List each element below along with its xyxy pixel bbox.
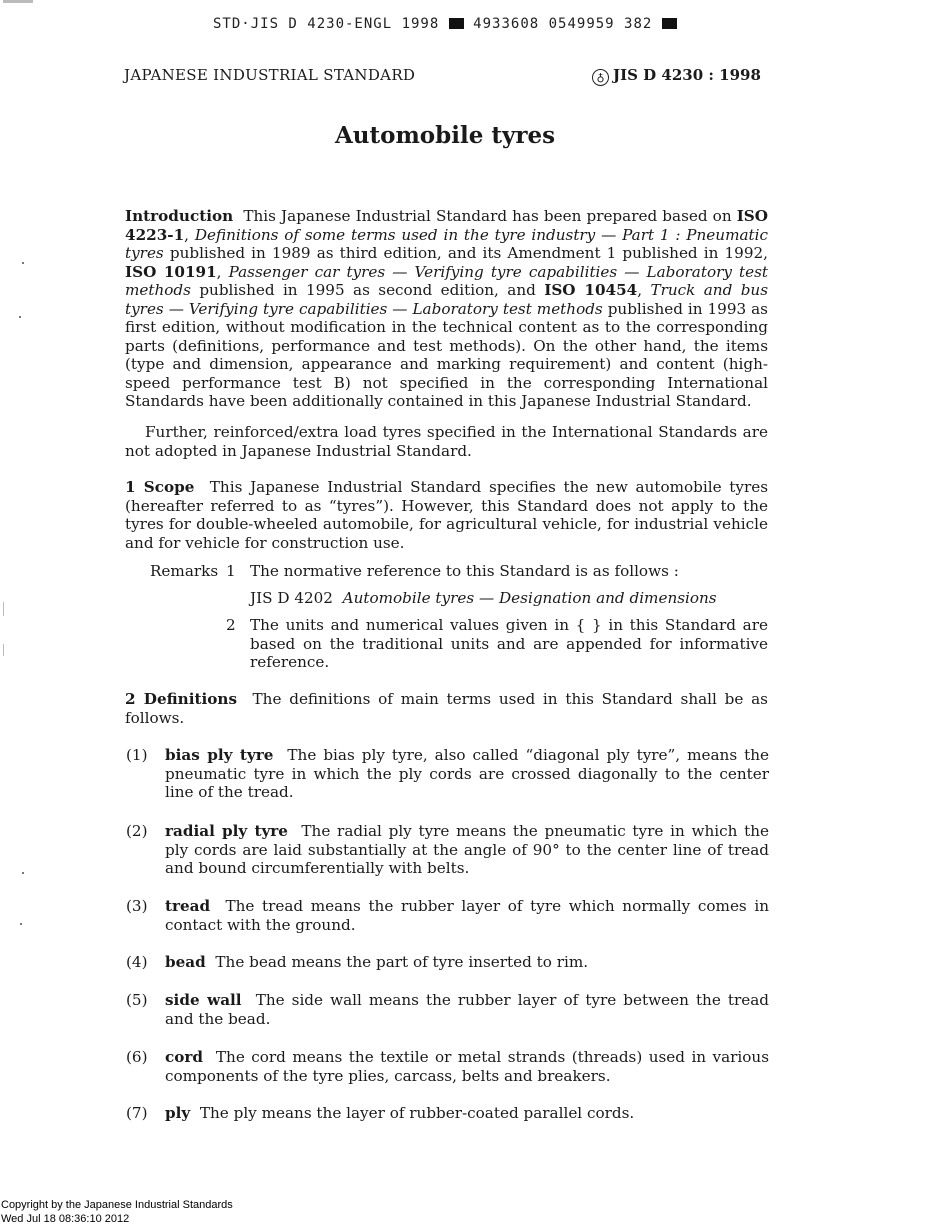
remark-text: The units and numerical values given in { } in this Standard are based on the traditional units and are appended for informative reference. [250,616,768,671]
scope-section [125,478,768,552]
remarks-label: Remarks [150,562,219,580]
definition-text: The cord means the textile or metal strands (threads) used in various components of the tyre plies, carcass, belts and breakers. [165,1048,769,1085]
scan-speck [22,262,24,264]
definition-number: (6) [126,1048,148,1066]
scope-heading: 1 Scope [125,478,195,496]
definition-item [165,991,769,1028]
redaction-block-icon [662,18,677,29]
definition-number: (7) [126,1104,148,1122]
definition-number: (1) [126,746,148,764]
definition-text: The side wall means the rubber layer of tyre between the tread and the bead. [165,991,769,1028]
jis-mark-icon: ♁ [592,69,609,86]
introduction-heading: Introduction [125,207,234,225]
definition-term: bead [165,953,206,971]
page-title: Automobile tyres [334,122,556,149]
definition-text: The tread means the rubber layer of tyre which normally comes in contact with the ground. [165,897,770,934]
reference-code: JIS D 4202 [250,589,333,607]
standard-code [592,66,761,86]
definitions-intro: The definitions of main terms used in this Standard shall be as follows. [125,690,768,727]
definition-item [165,1048,769,1085]
definition-text: The ply means the layer of rubber-coated parallel cords. [199,1104,635,1122]
definition-item [165,897,769,934]
document-id-header [213,16,677,32]
definition-number: (2) [126,822,148,840]
timestamp-footer: Wed Jul 18 08:36:10 2012 [1,1213,130,1225]
definition-text: The bias ply tyre, also called “diagonal ply tyre”, means the pneumatic tyre in which the ply cords are crossed diagonally to the center line of the tread. [165,746,770,801]
introduction-paragraph [125,207,768,411]
remark-text: The normative reference to this Standard is as follows : [250,562,679,580]
scan-mark [3,602,4,616]
introduction-text: This Japanese Industrial Standard has been prepared based on ISO 4223-1, Definitions of some terms used in the tyre industry — Part 1 : Pneumatic tyres published in 1989 as third edition, and its Amendment 1 published in 1992, ISO 10191, Passenger car tyres — Verifying tyre capabilities — Laboratory test methods published in 1995 as second edition, and ISO 10454, Truck and bus tyres — Verifying tyre capabilities — Laboratory test methods published in 1993 as first edition, without modification in the technical content as to the corresponding parts (definitions, performance and test methods). On the other hand, the items (type and dimension, appearance and marking requirement) and content (high-speed performance test B) not specified in the corresponding International Standards have been additionally contained in this Japanese Industrial Standard. [125,207,769,410]
definition-number: (5) [126,991,148,1009]
definition-item [165,953,769,972]
scan-mark [3,0,33,3]
definition-number: (4) [126,953,148,971]
remark-number: 1 [226,562,236,580]
copyright-footer: Copyright by the Japanese Industrial Standards [1,1199,233,1211]
definition-term: side wall [165,991,242,1009]
definition-term: cord [165,1048,203,1066]
scope-text: This Japanese Industrial Standard specifies the new automobile tyres (hereafter referred to as “tyres”). However, this Standard does not apply to the tyres for double-wheeled automobile, for agricultural vehicle, for industrial vehicle and for vehicle for construction use. [125,478,769,552]
definition-term: radial ply tyre [165,822,288,840]
standard-code-text: JIS D 4230 : 1998 [613,66,761,84]
definitions-heading: 2 Definitions [125,690,237,708]
normative-reference [250,589,770,608]
definition-term: ply [165,1104,191,1122]
definition-item [165,746,769,802]
definition-item [165,822,769,878]
introduction-paragraph-2: Further, reinforced/extra load tyres specified in the International Standards are not adopted in Japanese Industrial Standard. [125,423,768,460]
scan-speck [22,872,24,874]
definition-text: The radial ply tyre means the pneumatic tyre in which the ply cords are laid substantially at the angle of 90° to the center line of tread and bound circumferentially with belts. [165,822,770,877]
reference-title: Automobile tyres — Designation and dimensions [342,589,717,607]
standard-label: JAPANESE INDUSTRIAL STANDARD [124,66,416,84]
scan-speck [19,316,21,318]
redaction-block-icon [449,18,464,29]
definition-item [165,1104,769,1123]
definition-text: The bead means the part of tyre inserted to rim. [215,953,589,971]
scan-mark [3,644,4,656]
definitions-section [125,690,768,727]
definition-number: (3) [126,897,148,915]
definition-term: bias ply tyre [165,746,274,764]
remark-number: 2 [226,616,236,634]
document-id-part2: 4933608 0549959 382 [473,16,653,32]
document-id-part1: STD·JIS D 4230-ENGL 1998 [213,16,440,32]
definition-term: tread [165,897,211,915]
scan-speck [20,923,22,925]
